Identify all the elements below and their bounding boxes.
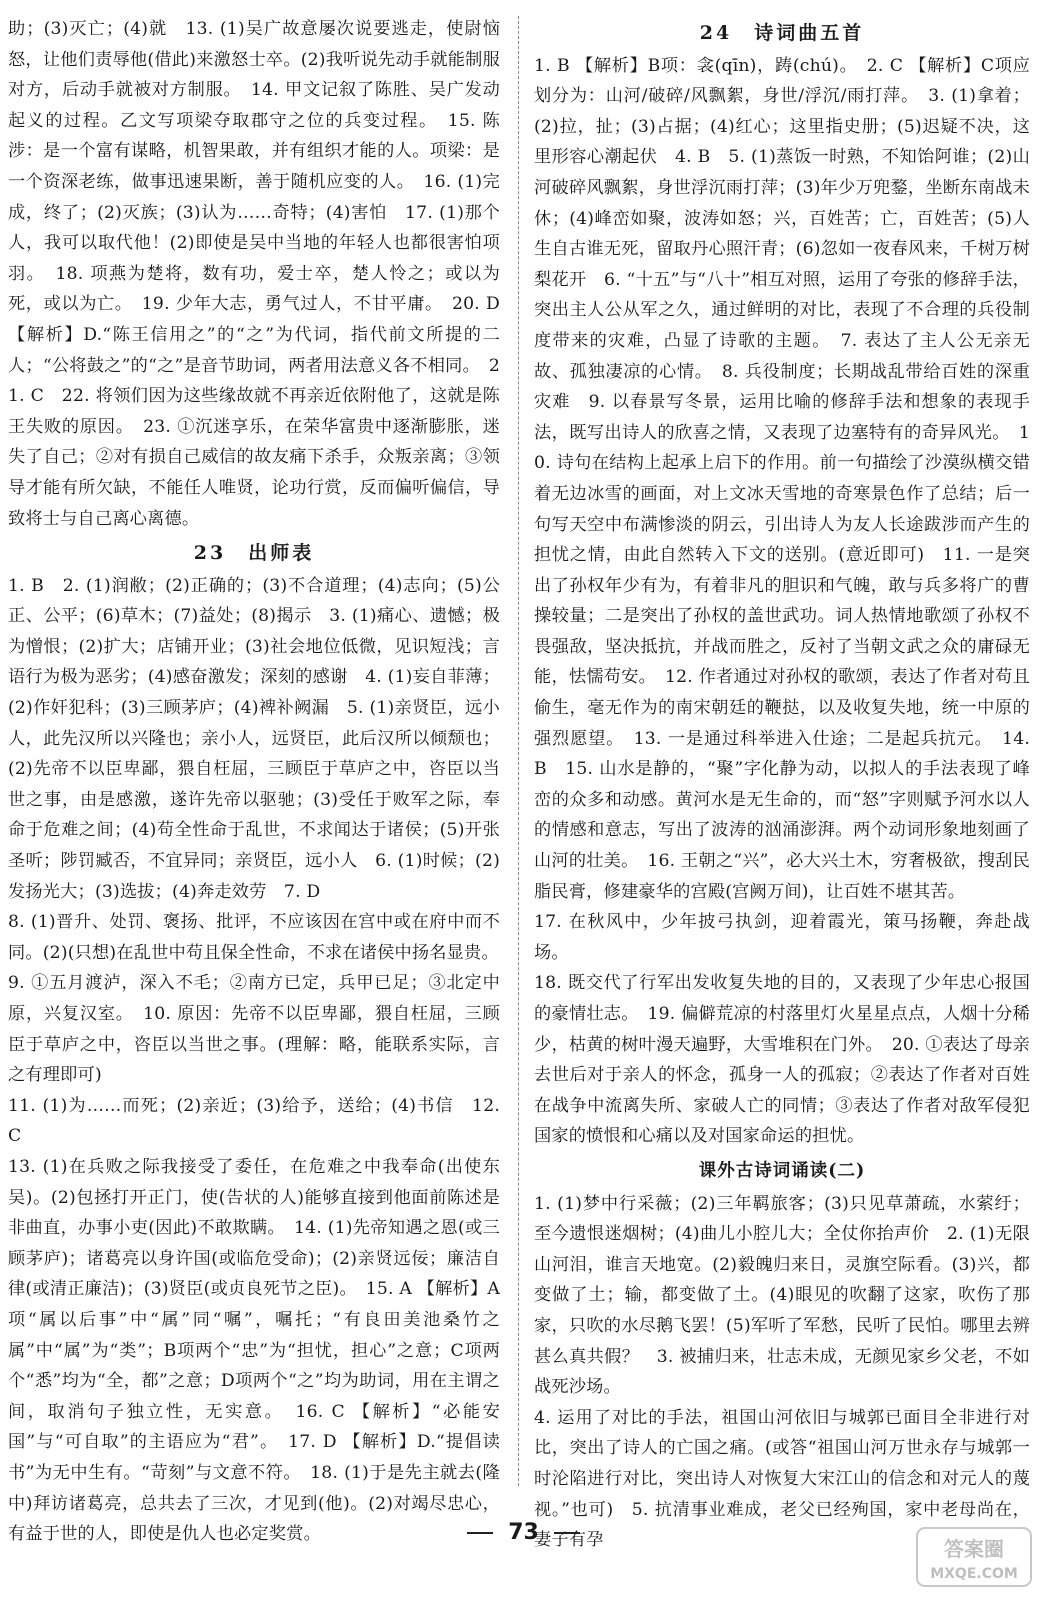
column-divider xyxy=(518,16,519,1486)
answer-paragraph-poems-1: 1. B 【解析】B项：衾(qīn)，踌(chú)。 2. C 【解析】C项应划分为：山河/破碎/风飘絮，身世/浮沉/雨打萍。 3. (1)拿着；(2)拉，扯；(3)占据；(4)红心；这里指史册；(5)迟疑不决，这里形容心潮起伏 4. B 5. (1)蒸饭一时熟，不知饴阿谁；(2)山河破碎风飘絮，身世浮沉雨打萍；(3)年少万兜鍪，坐断东南战未休；(4)峰峦如聚，波涛如怒；兴，百姓苦；亡，百姓苦；(5)人生自古谁无死，留取丹心照汗青；(6)忽如一夜春风来，千树万树梨花开 6. “十五”与“八十”相互对照，运用了夸张的修辞手法，突出主人公从军之久，通过鲜明的对比，表现了不合理的兵役制度带来的灾难，凸显了诗歌的主题。 7. 表达了主人公无亲无故、孤独凄凉的心情。 8. 兵役制度；长期战乱带给百姓的深重灾难 9. 以春景写冬景，运用比喻的修辞手法和想象的表现手法，既写出诗人的欣喜之情，又表现了边塞特有的奇异风光。 10. 诗句在结构上起承上启下的作用。前一句描绘了沙漠纵横交错着无边冰雪的画面，对上文冰天雪地的奇寒景色作了总结；后一句写天空中布满惨淡的阴云，引出诗人为友人长途跋涉而产生的担忧之情，由此自然转入下文的送别。(意近即可) 11. 一是突出了孙权年少有为，有着非凡的胆识和气魄，敢与兵多将广的曹操较量；二是突出了孙权的盖世武功。词人热情地歌颂了孙权不畏强敌，坚决抵抗，并战而胜之，反衬了当朝文武之众的庸碌无能，怯懦苟安。 12. 作者通过对孙权的歌颂，表达了作者对苟且偷生，毫无作为的南宋朝廷的鞭挞，以及收复失地，统一中原的强烈愿望。 13. 一是通过科举进入仕途；二是起兵抗元。 14. B 15. 山水是静的，“聚”字化静为动，以拟人的手法表现了峰峦的众多和动感。黄河水是无生命的，而“怒”字则赋予河水以人的情感和意志，写出了波涛的汹涌澎湃。两个动词形象地刻画了山河的壮美。 16. 王朝之“兴”，必大兴土木，穷奢极欲，搜刮民脂民膏，修建豪华的宫殿(宫阙万间)，让百姓不堪其苦。 xyxy=(534,55,1030,902)
section-heading-24: 24 诗词曲五首 xyxy=(699,22,865,44)
section-heading-23: 23 出师表 xyxy=(193,542,315,565)
answer-paragraph-chu-shi-biao-13: 13. (1)在兵败之际我接受了委任，在危难之中我奉命(出使东吴)。(2)包拯打开正门，使(告状的人)能够直接到他面前陈述是非曲直，办事小吏(因此)不敢欺瞒。 14. (1)先帝知遇之恩(或三顾茅庐)；诸葛亮以身许国(或临危受命)；(2)亲贤远佞；廉洁自律(或清正廉洁)；(3)贤臣(或贞良死节之臣)。 15. A 【解析】A项“属以后事”中“属”同“嘱”，嘱托；“有良田美池桑竹之属”中“属”为“类”；B项两个“忠”为“担忧，担心”之意；C项两个“悉”均为“全，都”之意；D项两个“之”均为助词，用在主谓之间，取消句子独立性，无实意。 16. C 【解析】“必能安国”与“可自取”的主语应为“君”。 17. D 【解析】D.“提倡读书”为无中生有。“苛刻”与文意不符。 18. (1)于是先主就去(隆中)拜访诸葛亮，总共去了三次，才见到(他)。(2)对竭尽忠心，有益于世的人，即使是仇人也必定奖赏。 xyxy=(8,1156,500,1545)
right-column xyxy=(534,14,1030,1556)
page-footer xyxy=(0,1520,1047,1545)
answer-paragraph-extra-1: 1. (1)梦中行采薇；(2)三年羁旅客；(3)只见草萧疏，水萦纡；至今遗恨迷烟树；(4)曲儿小腔儿大；全仗你抬声价 2. (1)无限山河泪，谁言天地宽。(2)毅魄归来日，灵旗空际看。(3)兴，都变做了土；输，都变做了土。(4)眼见的吹翻了这家，吹伤了那家，只吹的水尽鹅飞罢！(5)军听了军愁，民听了民怕。哪里去辨甚么真共假？ 3. 被捕归来，壮志未成，无颜见家乡父老，不如战死沙场。 xyxy=(534,1193,1030,1398)
footer-dash-left xyxy=(467,1532,493,1534)
answer-paragraph-extra-4: 4. 运用了对比的手法，祖国山河依旧与城郭已面目全非进行对比，突出了诗人的亡国之痛。(或答“祖国山河万世永存与城郭一时沦陷进行对比，突出诗人对恢复大宋江山的信念和对元人的蔑视。”也可) 5. 抗清事业难成，老父已经殉国，家中老母尚在，妻子有孕 xyxy=(534,1407,1030,1551)
answer-paragraph-chen-she-uprising: 助；(3)灭亡；(4)就 13. (1)吴广故意屡次说要逃走，使尉恼怒，让他们责辱他(借此)来激怒士卒。(2)我听说先动手就能制服对方，后动手就被对方制服。 14. 甲文记叙了陈胜、吴广发动起义的过程。乙文写项梁夺取郡守之位的兵变过程。 15. 陈涉：是一个富有谋略，机智果敢，并有组织才能的人。项梁：是一个资深老练，做事迅速果断，善于随机应变的人。 16. (1)完成，终了；(2)灭族；(3)认为……奇特；(4)害怕 17. (1)那个人，我可以取代他！(2)即使是吴中当地的年轻人也都很害怕项羽。 18. 项燕为楚将，数有功，爱士卒，楚人怜之；或以为死，或以为亡。 19. 少年大志，勇气过人，不甘平庸。 20. D 【解析】D.“陈王信用之”的“之”为代词，指代前文所提的二人；“公将鼓之”的“之”是音节助词，两者用法意义各不相同。 21. C 22. 将领们因为这些缘故就不再亲近依附他了，这就是陈王失败的原因。 23. ①沉迷享乐，在荣华富贵中逐渐膨胀，迷失了自己；②对有损自己威信的故友痛下杀手，众叛亲离；③领导才能有所欠缺，不能任人唯贤，论功行赏，反而偏听偏信，导致将士与自己离心离德。 xyxy=(8,19,500,529)
answer-paragraph-chu-shi-biao-9: 9. ①五月渡泸，深入不毛；②南方已定，兵甲已足；③北定中原，兴复汉室。 10. 原因：先帝不以臣卑鄙，猥自枉屈，三顾臣于草庐之中，咨臣以当世之事。(理解：略，能联系实际，言之有理即可) xyxy=(8,973,500,1086)
answer-paragraph-chu-shi-biao-8: 8. (1)晋升、处罚、褒扬、批评，不应该因在宫中或在府中而不同。(2)(只想)在乱世中苟且保全性命，不求在诸侯中扬名显贵。 xyxy=(8,912,500,963)
answer-paragraph-chu-shi-biao-11: 11. (1)为……而死；(2)亲近；(3)给予，送给；(4)书信 12. C xyxy=(8,1095,500,1147)
watermark-text-en: MXQE.COM xyxy=(930,1566,1018,1582)
left-column xyxy=(8,14,500,1550)
watermark-logo xyxy=(915,1526,1033,1588)
answer-paragraph-poems-17: 17. 在秋风中，少年披弓执剑，迎着霞光，策马扬鞭，奔赴战场。 xyxy=(534,912,1030,963)
answer-paragraph-chu-shi-biao-1: 1. B 2. (1)润敝；(2)正确的；(3)不合道理；(4)志向；(5)公正、公平；(6)草木；(7)益处；(8)揭示 3. (1)痛心、遗憾；极为憎恨；(2)扩大；店铺开业；(3)社会地位低微，见识短浅；言语行为极为恶劣；(4)感奋激发；深刻的感谢 4. (1)妄自菲薄；(2)作奸犯科；(3)三顾茅庐；(4)裨补阙漏 5. (1)亲贤臣，远小人，此先汉所以兴隆也；亲小人，远贤臣，此后汉所以倾颓也；(2)先帝不以臣卑鄙，猥自枉屈，三顾臣于草庐之中，咨臣以当世之事，由是感激，遂许先帝以驱驰；(3)受任于败军之际，奉命于危难之间；(4)苟全性命于乱世，不求闻达于诸侯；(5)开张圣听；陟罚臧否，不宜异同；亲贤臣，远小人 6. (1)时候；(2)发扬光大；(3)选拔；(4)奔走效劳 7. D xyxy=(8,575,500,902)
answer-paragraph-poems-18: 18. 既交代了行军出发收复失地的目的，又表现了少年忠心报国的豪情壮志。 19. 偏僻荒凉的村落里灯火星星点点，人烟十分稀少，枯黄的树叶漫天遍野，大雪堆积在门外。 20. ①表达了母亲去世后对于亲人的怀念，孤身一人的孤寂；②表达了作者对百姓在战争中流离失所、家破人亡的同情；③表达了作者对敌军侵犯国家的愤恨和心痛以及对国家命运的担忧。 xyxy=(534,973,1030,1147)
footer-dash-right xyxy=(554,1532,580,1534)
section-heading-extra-reading: 课外古诗词诵读(二) xyxy=(698,1160,866,1181)
watermark-text-cn: 答案圈 xyxy=(944,1537,1004,1561)
page-number: 73 xyxy=(508,1520,539,1545)
